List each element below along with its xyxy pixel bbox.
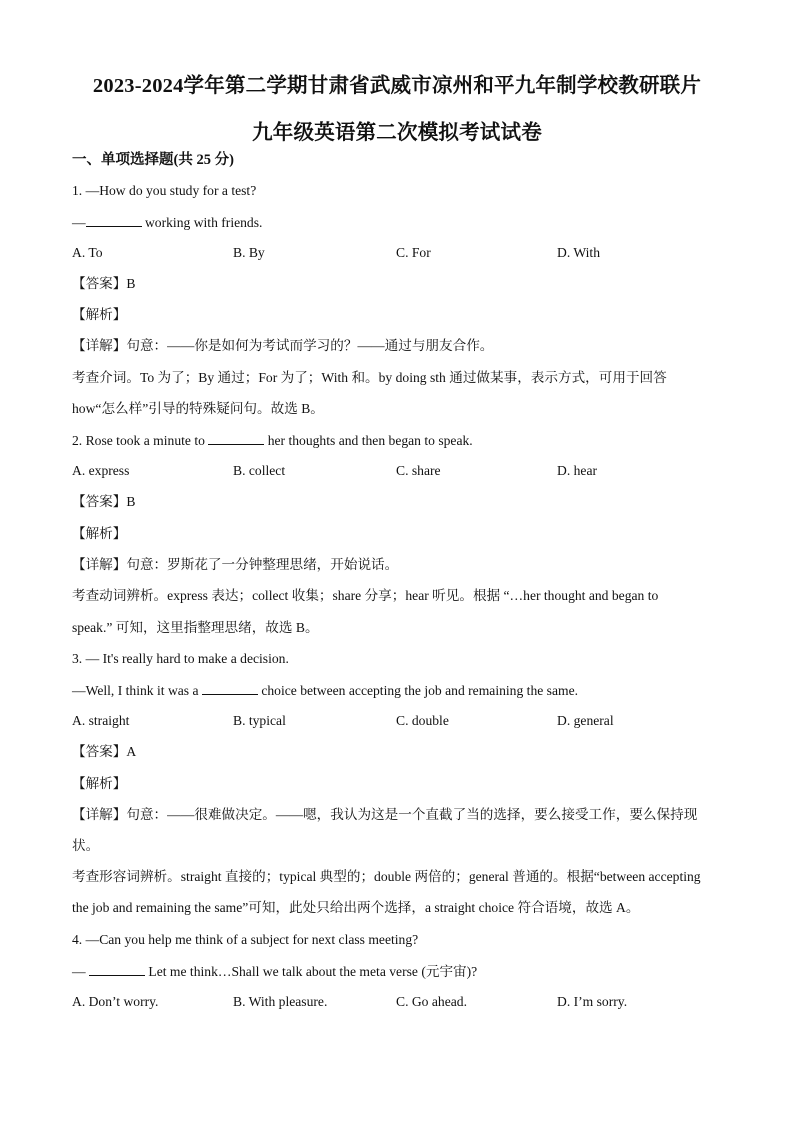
q2-analysis-label: 【解析】 — [72, 526, 127, 541]
q2-option-c: C. share — [396, 463, 441, 478]
q3-reply-prefix: —Well, I think it was a — [72, 683, 202, 698]
q2-explanation-2: speak.” 可知，这里指整理思绪，故选 B。 — [72, 620, 319, 635]
section-heading: 一、单项选择题(共 25 分) — [72, 152, 234, 168]
q2-answer: 【答案】B — [72, 494, 136, 509]
q4-reply-prefix: — — [72, 964, 89, 979]
q2-stem — [72, 432, 473, 449]
q2-stem-prefix: 2. Rose took a minute to — [72, 433, 209, 448]
q3-explanation-1: 考查形容词辨析。straight 直接的；typical 典型的；double 两倍的；general 普通的。根据“between accepting — [72, 869, 701, 884]
q1-blank — [86, 214, 142, 227]
q3-explanation-2: the job and remaining the same”可知，此处只给出两个选择，a straight choice 符合语境，故选 A。 — [72, 900, 640, 915]
q3-detail-2: 状。 — [72, 838, 100, 853]
q3-option-d: D. general — [557, 713, 614, 728]
q1-reply — [72, 214, 262, 231]
q2-option-b: B. collect — [233, 463, 286, 478]
q1-reply-prefix: — — [72, 215, 86, 230]
q1-analysis-label: 【解析】 — [72, 307, 127, 322]
q1-explanation-1: 考查介词。To 为了；By 通过；For 为了；With 和。by doing sth 通过做某事，表示方式，可用于回答 — [72, 370, 667, 385]
q2-option-d: D. hear — [557, 463, 598, 478]
q4-option-b: B. With pleasure. — [233, 994, 328, 1009]
q4-reply — [72, 963, 477, 980]
q3-analysis-label: 【解析】 — [72, 776, 127, 791]
q1-detail: 【详解】句意：——你是如何为考试而学习的？——通过与朋友合作。 — [72, 338, 494, 353]
q1-reply-suffix: working with friends. — [141, 215, 263, 230]
q3-answer: 【答案】A — [72, 744, 137, 759]
q1-option-d: D. With — [557, 245, 601, 260]
q1-explanation-2: how“怎么样”引导的特殊疑问句。故选 B。 — [72, 401, 324, 416]
q4-option-d: D. I’m sorry. — [557, 994, 628, 1009]
q3-blank — [202, 682, 258, 695]
q2-detail: 【详解】句意：罗斯花了一分钟整理思绪，开始说话。 — [72, 557, 399, 572]
q2-blank — [208, 432, 264, 445]
q1-option-b: B. By — [233, 245, 265, 260]
q3-detail-1: 【详解】句意：——很难做决定。——嗯，我认为这是一个直截了当的选择，要么接受工作，要么保持现 — [72, 807, 698, 822]
q4-blank — [89, 963, 145, 976]
q4-stem: 4. —Can you help me think of a subject for next class meeting? — [72, 932, 419, 947]
q2-stem-suffix: her thoughts and then began to speak. — [264, 433, 473, 448]
q3-option-c: C. double — [396, 713, 449, 728]
q4-option-c: C. Go ahead. — [396, 994, 467, 1009]
q3-option-b: B. typical — [233, 713, 286, 728]
q2-explanation-1: 考查动词辨析。express 表达；collect 收集；share 分享；hear 听见。根据 “…her thought and began to — [72, 588, 659, 603]
q1-option-c: C. For — [396, 245, 431, 260]
exam-title-line-2: 九年级英语第二次模拟考试试卷 — [252, 122, 542, 144]
q2-option-a: A. express — [72, 463, 130, 478]
q4-reply-suffix: Let me think…Shall we talk about the meta verse (元宇宙)? — [145, 964, 478, 979]
q1-stem: 1. —How do you study for a test? — [72, 183, 257, 198]
exam-title-line-1: 2023-2024学年第二学期甘肃省武威市凉州和平九年制学校教研联片 — [92, 75, 702, 97]
q3-stem: 3. — It's really hard to make a decision. — [72, 651, 289, 666]
q3-option-a: A. straight — [72, 713, 130, 728]
q3-reply — [72, 682, 578, 699]
q1-answer: 【答案】B — [72, 276, 136, 291]
q1-option-a: A. To — [72, 245, 103, 260]
q4-option-a: A. Don’t worry. — [72, 994, 159, 1009]
q3-reply-suffix: choice between accepting the job and remaining the same. — [257, 683, 578, 698]
